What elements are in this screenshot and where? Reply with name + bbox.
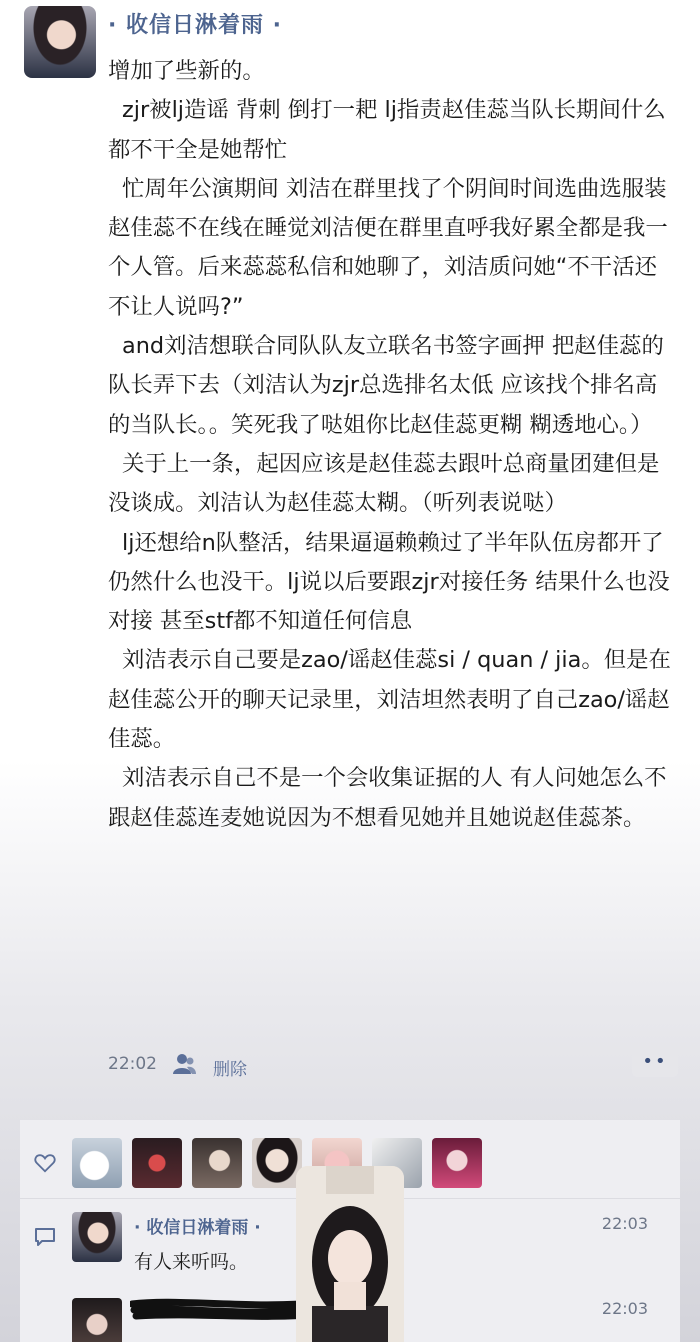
commenter-avatar[interactable] (72, 1298, 122, 1342)
post-paragraph: lj还想给n队整活，结果逼逼赖赖过了半年队伍房都开了仍然什么也没干。lj说以后要跟zjr对接任务 结果什么也没对接 甚至stf都不知道任何信息 (108, 529, 670, 635)
poster-avatar[interactable] (24, 6, 96, 78)
post-paragraph: 关于上一条，起因应该是赵佳蕊去跟叶总商量团建但是没谈成。刘洁认为赵佳蕊太糊。（听列表说哒） (108, 450, 660, 517)
post-paragraph: 刘洁表示自己要是zao/谣赵佳蕊si / quan / jia。但是在赵佳蕊公开的聊天记录里，刘洁坦然表明了自己zao/谣赵佳蕊。 (108, 647, 671, 753)
floating-photo[interactable] (296, 1166, 404, 1342)
delete-button[interactable]: 删除 (213, 1060, 247, 1080)
comment-text: 有人来听吗。 (134, 1251, 249, 1273)
commenter-name[interactable]: · 收信日淋着雨 · (134, 1218, 261, 1238)
post-paragraph: and刘洁想联合同队队友立联名书签字画押 把赵佳蕊的队长弄下去（刘洁认为zjr总选排名太低 应该找个排名高的当队长。。笑死我了哒姐你比赵佳蕊更糊 糊透地心。） (108, 333, 664, 438)
poster-name[interactable]: · 收信日淋着雨 · (108, 13, 283, 38)
liker-avatar[interactable] (192, 1138, 242, 1188)
comment-time: 22:03 (601, 1299, 648, 1318)
liker-avatar[interactable] (72, 1138, 122, 1188)
heart-icon (34, 1152, 56, 1174)
liker-avatar[interactable] (132, 1138, 182, 1188)
post-time: 22:02 (108, 1054, 157, 1074)
more-options-button[interactable]: •• (632, 1045, 678, 1077)
post-paragraph: zjr被lj造谣 背刺 倒打一耙 lj指责赵佳蕊当队长期间什么都不干全是她帮忙 (108, 97, 666, 163)
portrait-image (296, 1166, 404, 1342)
post-paragraph: 增加了些新的。 (108, 58, 265, 84)
person-icon (172, 1052, 196, 1076)
post-body (108, 52, 678, 838)
commenter-avatar[interactable] (72, 1212, 122, 1262)
likers-list (72, 1138, 482, 1188)
liker-avatar[interactable] (432, 1138, 482, 1188)
comment-icon (34, 1227, 56, 1247)
post-paragraph: 忙周年公演期间 刘洁在群里找了个阴间时间选曲选服装 赵佳蕊不在线在睡觉刘洁便在群里直呼我好累全都是我一个人管。后来蕊蕊私信和她聊了，刘洁质问她“不干活还不让人说吗?” (108, 175, 668, 320)
post-paragraph: 刘洁表示自己不是一个会收集证据的人 有人问她怎么不跟赵佳蕊连麦她说因为不想看见她并且她说赵佳蕊茶。 (108, 765, 667, 831)
liker-avatar[interactable] (252, 1138, 302, 1188)
comment-time: 22:03 (601, 1214, 648, 1233)
